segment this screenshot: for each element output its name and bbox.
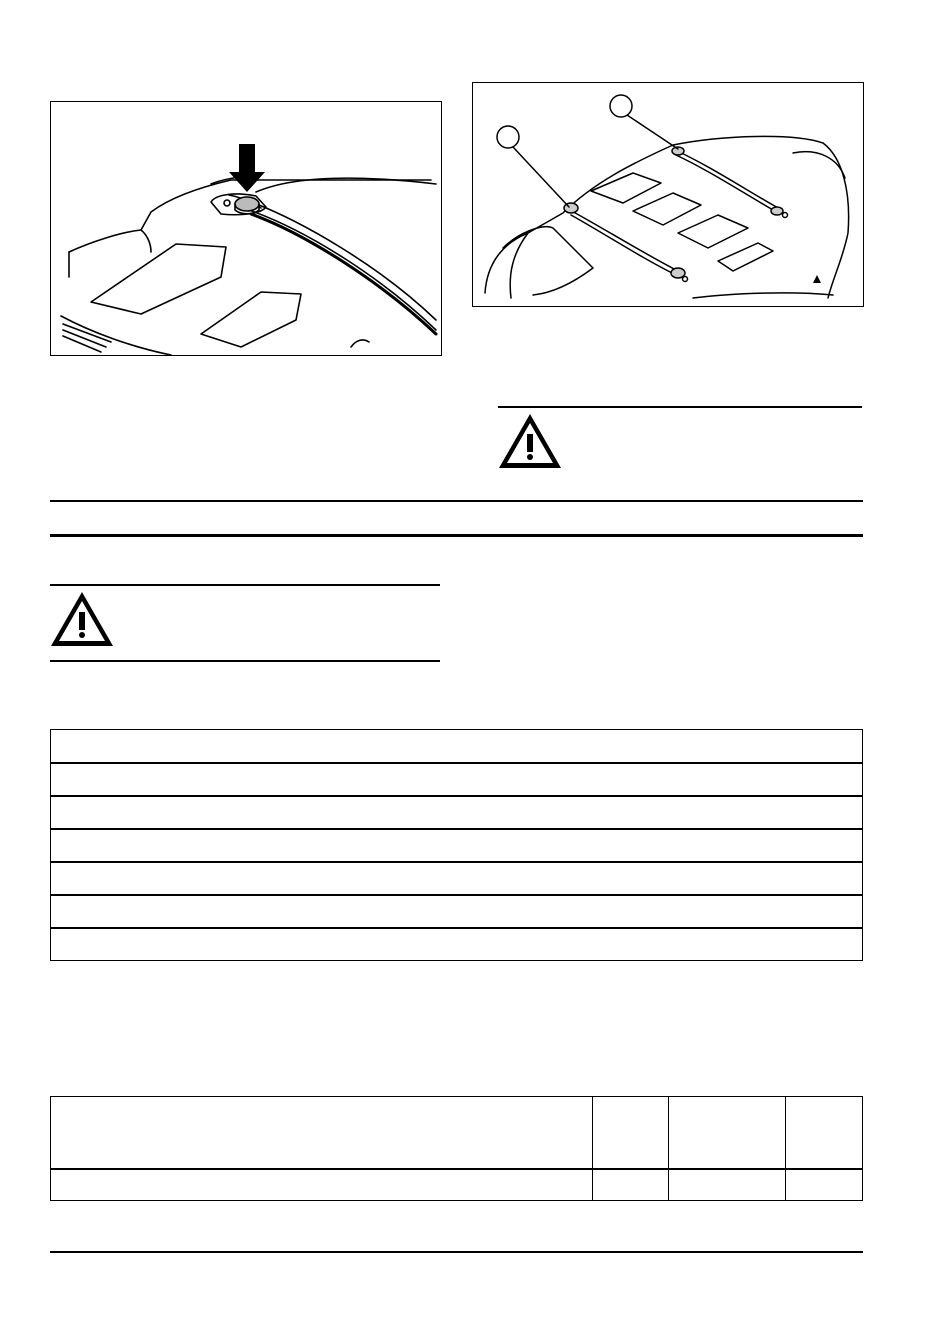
- warning-2: [49, 590, 115, 648]
- table-row-divider: [51, 927, 862, 929]
- down-arrow-icon: [229, 144, 265, 192]
- warning-1: [497, 412, 563, 470]
- footer-rule: [50, 1251, 863, 1253]
- table-cell: [592, 1169, 668, 1201]
- table-cell: [786, 1169, 863, 1201]
- table-row-divider: [51, 894, 862, 896]
- section-rule-bottom: [50, 534, 863, 537]
- table-header-cell: [668, 1097, 786, 1169]
- table-row: [51, 1169, 863, 1201]
- section-rule-top: [50, 500, 863, 502]
- table-row-divider: [51, 762, 862, 764]
- table-header-row: [51, 1097, 863, 1169]
- warning-2-top-rule: [50, 584, 440, 586]
- figure-right-roof-rails: [472, 82, 864, 307]
- table-header-cell: [592, 1097, 668, 1169]
- table-row-divider: [51, 861, 862, 863]
- callout-circle-2: [497, 126, 519, 148]
- warning-2-bottom-rule: [50, 660, 440, 662]
- table-1: [50, 729, 863, 961]
- callout-circle-1: [610, 95, 632, 117]
- figure-right-drawing: [473, 83, 863, 306]
- warning-triangle-icon: [497, 412, 563, 470]
- warning-triangle-icon: [49, 590, 115, 648]
- table-header-cell: [51, 1097, 593, 1169]
- table-row-divider: [51, 795, 862, 797]
- table-row-divider: [51, 828, 862, 830]
- table-cell: [51, 1169, 593, 1201]
- table-cell: [668, 1169, 786, 1201]
- figure-left-fuel-cap: [50, 101, 442, 356]
- warning-1-top-rule: [498, 406, 862, 408]
- table-header-cell: [786, 1097, 863, 1169]
- table-2: [50, 1096, 863, 1201]
- figure-left-drawing: [51, 102, 441, 355]
